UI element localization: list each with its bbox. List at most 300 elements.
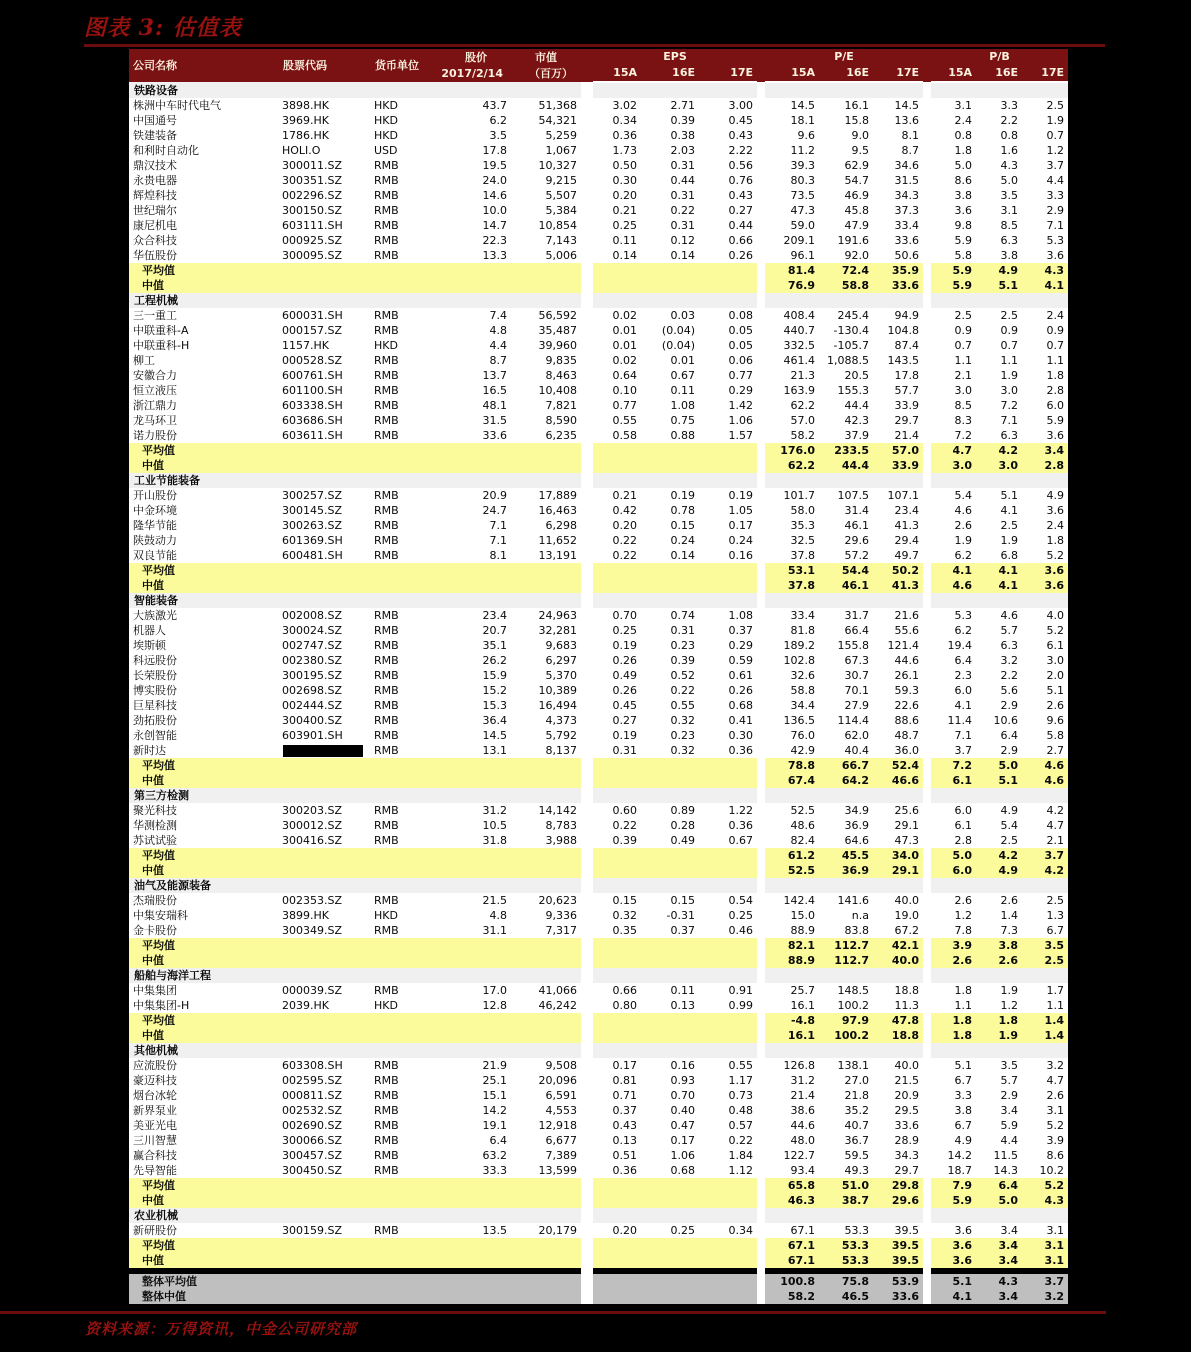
pe-17e: 94.9 <box>873 308 923 323</box>
pb-15a: 5.9 <box>931 263 976 278</box>
pb-16e: 4.2 <box>976 848 1022 863</box>
pb-15a: 5.0 <box>931 848 976 863</box>
pb-15a: 1.2 <box>931 908 976 923</box>
eps-15a: 0.25 <box>593 218 641 233</box>
column-gutter <box>923 893 931 908</box>
company-name: 巨星科技 <box>129 698 279 713</box>
stock-code: 601369.SH <box>279 533 371 548</box>
pb-16e: 3.0 <box>976 458 1022 473</box>
market-cap: 10,408 <box>511 383 581 398</box>
company-name: 机器人 <box>129 623 279 638</box>
eps-15a: 0.64 <box>593 368 641 383</box>
pb-17e: 1.8 <box>1022 368 1068 383</box>
pe-16e: 31.7 <box>819 608 873 623</box>
eps-15a: 0.20 <box>593 188 641 203</box>
market-cap: 5,792 <box>511 728 581 743</box>
eps-17e: 1.57 <box>699 428 757 443</box>
column-gutter <box>923 698 931 713</box>
column-gutter <box>923 608 931 623</box>
pe-15a: 126.8 <box>765 1058 819 1073</box>
pe-17e: 50.2 <box>873 563 923 578</box>
pb-15a: 19.4 <box>931 638 976 653</box>
section-title: 农业机械 <box>129 1208 581 1223</box>
pb-17e: 4.6 <box>1022 758 1068 773</box>
block <box>593 293 757 308</box>
pe-15a: 15.0 <box>765 908 819 923</box>
market-cap: 46,242 <box>511 998 581 1013</box>
pe-17e: 33.6 <box>873 1289 923 1304</box>
median-row <box>129 578 1068 593</box>
pe-16e: 34.9 <box>819 803 873 818</box>
column-gutter <box>757 248 765 263</box>
column-gutter <box>757 1238 765 1253</box>
market-cap: 11,652 <box>511 533 581 548</box>
pb-15a: 11.4 <box>931 713 976 728</box>
currency: HKD <box>371 98 433 113</box>
pe-16e: 67.3 <box>819 653 873 668</box>
section-title: 智能装备 <box>129 593 581 608</box>
pe-15a: 122.7 <box>765 1148 819 1163</box>
pe-15a: 88.9 <box>765 953 819 968</box>
price: 20.9 <box>433 488 511 503</box>
pb-16e: 5.1 <box>976 773 1022 788</box>
price: 33.3 <box>433 1163 511 1178</box>
eps-16e: 0.74 <box>641 608 699 623</box>
pe-15a: 46.3 <box>765 1193 819 1208</box>
pb-17e: 3.7 <box>1022 158 1068 173</box>
pb-17e: 4.0 <box>1022 608 1068 623</box>
column-gutter <box>581 743 593 758</box>
pe-16e: 57.2 <box>819 548 873 563</box>
pb-17e: 8.6 <box>1022 1148 1068 1163</box>
block <box>931 788 1068 803</box>
pb-16e: 2.9 <box>976 743 1022 758</box>
company-name: 铁建装备 <box>129 128 279 143</box>
col-header-eps-16e: 16E <box>641 65 699 82</box>
company-row <box>129 1148 1068 1163</box>
column-gutter <box>581 82 593 98</box>
eps-17e: 0.68 <box>699 698 757 713</box>
eps-16e: 0.38 <box>641 128 699 143</box>
pb-17e: 4.7 <box>1022 1073 1068 1088</box>
eps-16e: 0.70 <box>641 1088 699 1103</box>
eps-15a: 0.22 <box>593 533 641 548</box>
currency: RMB <box>371 668 433 683</box>
column-gutter <box>757 1028 765 1043</box>
column-gutter <box>757 1118 765 1133</box>
pe-15a: 38.6 <box>765 1103 819 1118</box>
column-gutter <box>923 1133 931 1148</box>
column-gutter <box>923 338 931 353</box>
stock-code: 603901.SH <box>279 728 371 743</box>
column-gutter <box>923 323 931 338</box>
price: 12.8 <box>433 998 511 1013</box>
pb-16e: 3.4 <box>976 1253 1022 1268</box>
pe-16e: 36.7 <box>819 1133 873 1148</box>
column-gutter <box>757 998 765 1013</box>
eps-blank <box>593 758 757 773</box>
column-gutter <box>923 1073 931 1088</box>
company-row <box>129 1133 1068 1148</box>
pb-17e: 10.2 <box>1022 1163 1068 1178</box>
stock-code: 300195.SZ <box>279 668 371 683</box>
company-name: 美亚光电 <box>129 1118 279 1133</box>
pb-17e: 5.2 <box>1022 623 1068 638</box>
column-gutter <box>581 233 593 248</box>
overall-row <box>129 1289 1068 1304</box>
column-gutter <box>923 623 931 638</box>
pe-16e: 36.9 <box>819 818 873 833</box>
pe-16e: 66.4 <box>819 623 873 638</box>
stock-code: 300351.SZ <box>279 173 371 188</box>
pb-17e: 2.7 <box>1022 743 1068 758</box>
pe-17e: 22.6 <box>873 698 923 713</box>
section-title: 铁路设备 <box>129 82 581 98</box>
column-gutter <box>757 158 765 173</box>
market-cap: 39,960 <box>511 338 581 353</box>
company-row <box>129 383 1068 398</box>
column-gutter <box>923 908 931 923</box>
column-gutter <box>757 623 765 638</box>
eps-16e: 0.49 <box>641 833 699 848</box>
company-row <box>129 1118 1068 1133</box>
column-gutter <box>757 278 765 293</box>
pb-15a: 3.8 <box>931 188 976 203</box>
market-cap: 6,235 <box>511 428 581 443</box>
column-gutter <box>757 893 765 908</box>
price: 31.8 <box>433 833 511 848</box>
pe-16e: 38.7 <box>819 1193 873 1208</box>
row-label: 中值 <box>129 863 581 878</box>
eps-15a: 0.34 <box>593 113 641 128</box>
company-name: 中集安瑞科 <box>129 908 279 923</box>
price: 4.8 <box>433 323 511 338</box>
column-gutter <box>757 383 765 398</box>
market-cap: 16,463 <box>511 503 581 518</box>
currency: RMB <box>371 158 433 173</box>
pe-15a: 35.3 <box>765 518 819 533</box>
column-gutter <box>757 143 765 158</box>
pe-15a: 76.9 <box>765 278 819 293</box>
eps-17e: 0.36 <box>699 818 757 833</box>
price: 14.2 <box>433 1103 511 1118</box>
pb-15a: 8.6 <box>931 173 976 188</box>
market-cap: 16,494 <box>511 698 581 713</box>
column-gutter <box>581 1118 593 1133</box>
block <box>593 1208 757 1223</box>
column-gutter <box>581 248 593 263</box>
pb-15a: 0.9 <box>931 323 976 338</box>
pb-17e: 2.5 <box>1022 893 1068 908</box>
eps-16e: 2.71 <box>641 98 699 113</box>
eps-15a: 0.81 <box>593 1073 641 1088</box>
eps-16e: 1.06 <box>641 1148 699 1163</box>
company-name: 株洲中车时代电气 <box>129 98 279 113</box>
pe-17e: 33.6 <box>873 233 923 248</box>
pe-17e: 52.4 <box>873 758 923 773</box>
company-row <box>129 1223 1068 1238</box>
source-note: 资料来源：万得资讯，中金公司研究部 <box>85 1320 358 1338</box>
company-row <box>129 1163 1068 1178</box>
pb-15a: 6.1 <box>931 773 976 788</box>
pe-16e: 233.5 <box>819 443 873 458</box>
pb-17e: 7.1 <box>1022 218 1068 233</box>
pb-16e: 4.9 <box>976 803 1022 818</box>
eps-15a: 0.19 <box>593 638 641 653</box>
eps-16e: (0.04) <box>641 323 699 338</box>
column-gutter <box>581 668 593 683</box>
currency: RMB <box>371 1148 433 1163</box>
stock-code: 300263.SZ <box>279 518 371 533</box>
pb-17e: 3.5 <box>1022 938 1068 953</box>
pe-17e: 53.9 <box>873 1274 923 1289</box>
column-gutter <box>923 1193 931 1208</box>
section-row <box>129 1043 1068 1058</box>
pe-17e: 20.9 <box>873 1088 923 1103</box>
row-label: 整体平均值 <box>129 1274 581 1289</box>
pb-17e: 2.4 <box>1022 518 1068 533</box>
pb-17e: 2.6 <box>1022 1088 1068 1103</box>
pe-15a: 32.5 <box>765 533 819 548</box>
eps-blank <box>593 1193 757 1208</box>
median-row <box>129 773 1068 788</box>
pb-17e: 1.1 <box>1022 353 1068 368</box>
column-gutter <box>757 968 765 983</box>
pe-15a: 62.2 <box>765 398 819 413</box>
currency: RMB <box>371 503 433 518</box>
pb-15a: 0.7 <box>931 338 976 353</box>
pb-15a: 1.8 <box>931 143 976 158</box>
price: 14.6 <box>433 188 511 203</box>
column-gutter <box>757 923 765 938</box>
column-gutter <box>923 788 931 803</box>
pe-16e: 27.0 <box>819 1073 873 1088</box>
stock-code: 300400.SZ <box>279 713 371 728</box>
company-row <box>129 923 1068 938</box>
chart-title: 图表 3: 估值表 <box>84 15 242 41</box>
pb-15a: 9.8 <box>931 218 976 233</box>
company-name: 双良节能 <box>129 548 279 563</box>
eps-17e: 0.29 <box>699 383 757 398</box>
pe-15a: 100.8 <box>765 1274 819 1289</box>
currency: RMB <box>371 413 433 428</box>
column-gutter <box>581 173 593 188</box>
eps-blank <box>593 953 757 968</box>
market-cap: 10,854 <box>511 218 581 233</box>
pe-16e: 9.0 <box>819 128 873 143</box>
column-gutter <box>581 113 593 128</box>
average-row <box>129 1178 1068 1193</box>
pe-15a: 176.0 <box>765 443 819 458</box>
pe-16e: 138.1 <box>819 1058 873 1073</box>
market-cap: 35,487 <box>511 323 581 338</box>
eps-16e: -0.31 <box>641 908 699 923</box>
pb-17e: 3.2 <box>1022 1058 1068 1073</box>
eps-17e: 0.37 <box>699 623 757 638</box>
company-name: 中集集团 <box>129 983 279 998</box>
currency: HKD <box>371 128 433 143</box>
eps-16e: 0.75 <box>641 413 699 428</box>
column-gutter <box>923 563 931 578</box>
eps-blank <box>593 563 757 578</box>
pb-16e: 6.4 <box>976 728 1022 743</box>
column-gutter <box>581 1193 593 1208</box>
column-gutter <box>757 173 765 188</box>
eps-16e: 2.03 <box>641 143 699 158</box>
pb-16e: 4.4 <box>976 1133 1022 1148</box>
pe-15a: 209.1 <box>765 233 819 248</box>
pe-15a: 31.2 <box>765 1073 819 1088</box>
column-gutter <box>757 1253 765 1268</box>
company-row <box>129 533 1068 548</box>
section-row <box>129 473 1068 488</box>
pb-17e: 2.5 <box>1022 953 1068 968</box>
pe-15a: 58.2 <box>765 428 819 443</box>
pb-15a: 8.3 <box>931 413 976 428</box>
company-row <box>129 413 1068 428</box>
column-gutter <box>923 503 931 518</box>
pe-17e: 37.3 <box>873 203 923 218</box>
column-gutter <box>581 488 593 503</box>
eps-15a: 0.20 <box>593 518 641 533</box>
column-gutter <box>757 983 765 998</box>
section-row <box>129 293 1068 308</box>
column-gutter <box>923 263 931 278</box>
pe-15a: 93.4 <box>765 1163 819 1178</box>
stock-code: 000925.SZ <box>279 233 371 248</box>
pb-16e: 3.8 <box>976 938 1022 953</box>
currency: RMB <box>371 923 433 938</box>
price: 36.4 <box>433 713 511 728</box>
currency: RMB <box>371 248 433 263</box>
company-name: 华伍股份 <box>129 248 279 263</box>
stock-code: 603686.SH <box>279 413 371 428</box>
column-gutter <box>581 908 593 923</box>
pb-16e: 4.9 <box>976 263 1022 278</box>
pe-16e: -130.4 <box>819 323 873 338</box>
eps-16e: 0.68 <box>641 1163 699 1178</box>
price: 7.4 <box>433 308 511 323</box>
pe-16e: 97.9 <box>819 1013 873 1028</box>
pe-17e: 44.6 <box>873 653 923 668</box>
eps-16e: 0.32 <box>641 713 699 728</box>
pb-16e: 2.9 <box>976 698 1022 713</box>
column-gutter <box>757 938 765 953</box>
pb-15a: 5.1 <box>931 1274 976 1289</box>
pb-15a: 2.5 <box>931 308 976 323</box>
price: 14.7 <box>433 218 511 233</box>
currency: RMB <box>371 803 433 818</box>
pe-17e: 35.9 <box>873 263 923 278</box>
pb-15a: 6.1 <box>931 818 976 833</box>
pe-15a: 44.6 <box>765 1118 819 1133</box>
market-cap: 12,918 <box>511 1118 581 1133</box>
pb-15a: 3.3 <box>931 1088 976 1103</box>
eps-15a: 0.11 <box>593 233 641 248</box>
column-gutter <box>757 833 765 848</box>
market-cap: 9,683 <box>511 638 581 653</box>
pb-16e: 10.6 <box>976 713 1022 728</box>
col-header-pb-15a: 15A <box>931 65 976 82</box>
price: 4.4 <box>433 338 511 353</box>
pe-16e: 46.5 <box>819 1289 873 1304</box>
pe-16e: 27.9 <box>819 698 873 713</box>
pe-16e: 53.3 <box>819 1223 873 1238</box>
column-gutter <box>581 683 593 698</box>
column-gutter <box>757 608 765 623</box>
eps-15a: 0.25 <box>593 623 641 638</box>
column-gutter <box>581 788 593 803</box>
pe-15a: 48.6 <box>765 818 819 833</box>
column-gutter <box>581 1289 593 1304</box>
column-gutter <box>923 1274 931 1289</box>
eps-16e: 1.08 <box>641 398 699 413</box>
company-row <box>129 518 1068 533</box>
pb-15a: 2.6 <box>931 893 976 908</box>
company-row <box>129 173 1068 188</box>
pb-15a: 7.1 <box>931 728 976 743</box>
eps-17e: 0.27 <box>699 203 757 218</box>
eps-15a: 0.36 <box>593 1163 641 1178</box>
company-name: 辉煌科技 <box>129 188 279 203</box>
pb-17e: 5.3 <box>1022 233 1068 248</box>
company-name: 开山股份 <box>129 488 279 503</box>
column-gutter <box>923 368 931 383</box>
eps-16e: 0.12 <box>641 233 699 248</box>
pb-16e: 4.2 <box>976 443 1022 458</box>
company-row <box>129 503 1068 518</box>
eps-16e: 0.24 <box>641 533 699 548</box>
eps-15a: 0.21 <box>593 203 641 218</box>
column-gutter <box>581 278 593 293</box>
pb-17e: 6.1 <box>1022 638 1068 653</box>
eps-17e: 0.54 <box>699 893 757 908</box>
column-gutter <box>923 82 931 98</box>
company-name: 柳工 <box>129 353 279 368</box>
pe-15a: 408.4 <box>765 308 819 323</box>
pb-16e: 4.3 <box>976 1274 1022 1289</box>
pb-15a: 6.2 <box>931 623 976 638</box>
pe-17e: 29.6 <box>873 1193 923 1208</box>
stock-code: 300457.SZ <box>279 1148 371 1163</box>
currency: RMB <box>371 323 433 338</box>
column-gutter <box>757 1013 765 1028</box>
cap-header-line2: （百万） <box>529 66 573 80</box>
block <box>765 473 923 488</box>
eps-16e: 0.23 <box>641 728 699 743</box>
column-gutter <box>581 1178 593 1193</box>
stock-code: 3969.HK <box>279 113 371 128</box>
column-gutter <box>581 848 593 863</box>
market-cap: 13,599 <box>511 1163 581 1178</box>
column-gutter <box>923 803 931 818</box>
column-gutter <box>923 833 931 848</box>
pe-16e: 9.5 <box>819 143 873 158</box>
pe-15a: 21.4 <box>765 1088 819 1103</box>
price: 8.1 <box>433 548 511 563</box>
market-cap: 3,988 <box>511 833 581 848</box>
pb-17e: 9.6 <box>1022 713 1068 728</box>
pb-15a: 5.8 <box>931 248 976 263</box>
pb-16e: 3.0 <box>976 383 1022 398</box>
pe-16e: 49.3 <box>819 1163 873 1178</box>
column-gutter <box>923 638 931 653</box>
market-cap: 20,623 <box>511 893 581 908</box>
company-row <box>129 623 1068 638</box>
pb-15a: 3.6 <box>931 1238 976 1253</box>
currency: HKD <box>371 998 433 1013</box>
eps-16e: 0.15 <box>641 893 699 908</box>
